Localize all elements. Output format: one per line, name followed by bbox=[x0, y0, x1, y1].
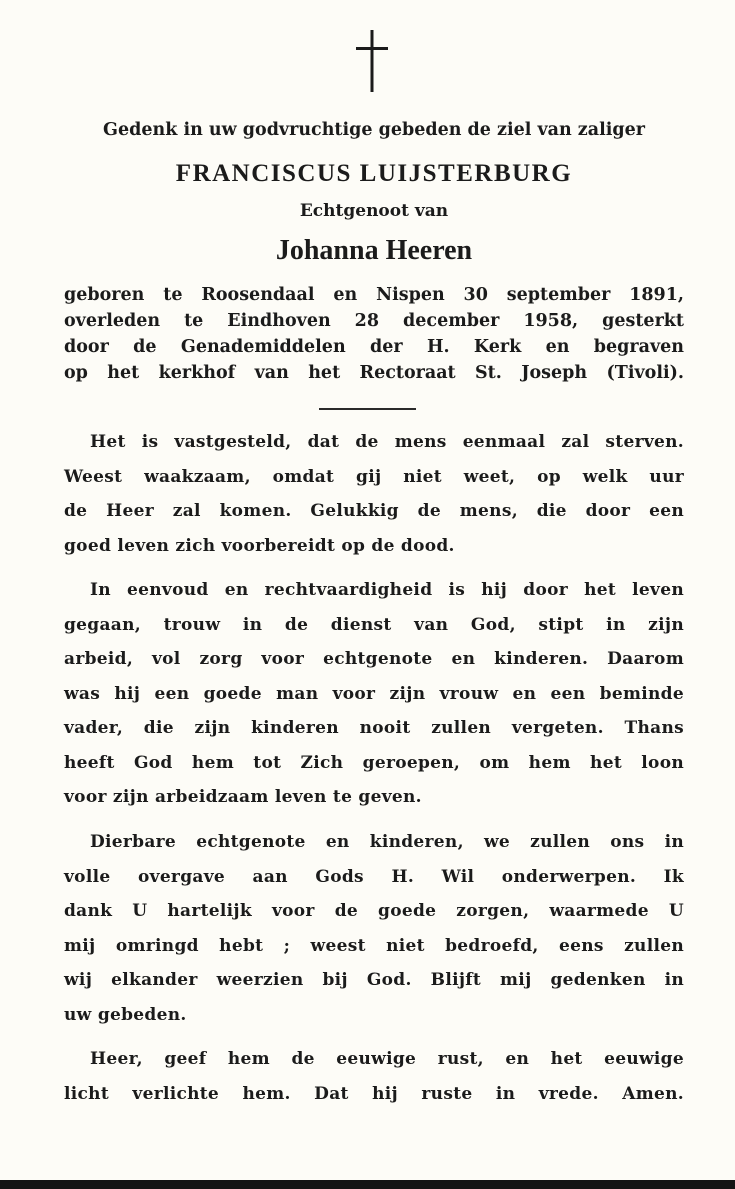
paragraph-line: volle overgave aan Gods H. Wil onderwerpen. Ik bbox=[64, 866, 684, 887]
paragraph-line: vader, die zijn kinderen nooit zullen vergeten. Thans bbox=[64, 718, 684, 738]
bio-line: door de Genademiddelen der H. Kerk en begraven bbox=[64, 337, 684, 357]
paragraph-line: mij omringd hebt ; weest niet bedroefd, eens zullen bbox=[64, 935, 684, 956]
paragraph-line: uw gebeden. bbox=[64, 1004, 187, 1025]
paragraph-line: licht verlichte hem. Dat hij ruste in vrede. Amen. bbox=[64, 1083, 684, 1104]
intro-block bbox=[64, 117, 684, 143]
bio-block bbox=[64, 282, 684, 386]
paragraph-line: dank U hartelijk voor de goede zorgen, waarmede U bbox=[64, 901, 684, 921]
paragraph-line: wij elkander weerzien bij God. Blijft mij gedenken in bbox=[64, 970, 684, 990]
paragraph-line: In eenvoud en rechtvaardigheid is hij door het leven bbox=[90, 580, 684, 600]
paragraph-line: Dierbare echtgenote en kinderen, we zullen ons in bbox=[90, 832, 684, 852]
paragraph-line: de Heer zal komen. Gelukkig de mens, die door een bbox=[64, 501, 684, 521]
bio-line: overleden te Eindhoven 28 december 1958, gesterkt bbox=[64, 311, 684, 331]
paragraph-line: heeft God hem tot Zich geroepen, om hem het loon bbox=[64, 752, 684, 773]
paragraph-line: arbeid, vol zorg voor echtgenote en kinderen. Daarom bbox=[64, 649, 684, 669]
bottom-edge bbox=[0, 1180, 735, 1189]
paragraph-1 bbox=[64, 425, 684, 563]
cross-icon bbox=[352, 30, 392, 92]
bio-line: geboren te Roosendaal en Nispen 30 september 1891, bbox=[64, 285, 684, 305]
divider bbox=[319, 408, 416, 410]
spouse-name: Johanna Heeren bbox=[275, 235, 473, 266]
bio-line: op het kerkhof van het Rectoraat St. Joseph (Tivoli). bbox=[64, 363, 684, 383]
paragraph-line: voor zijn arbeidzaam leven te geven. bbox=[64, 787, 422, 807]
paragraph-line: Heer, geef hem de eeuwige rust, en het eeuwige bbox=[90, 1049, 684, 1069]
paragraph-2 bbox=[64, 573, 684, 815]
intro-text: Gedenk in uw godvruchtige gebeden de ziel van zaliger bbox=[103, 120, 645, 140]
paragraph-line: gegaan, trouw in de dienst van God, stipt in zijn bbox=[64, 614, 684, 635]
spouse-label: Echtgenoot van bbox=[299, 201, 449, 221]
deceased-name: FRANCISCUS LUIJSTERBURG bbox=[175, 160, 573, 187]
paragraph-line: Weest waakzaam, omdat gij niet weet, op welk uur bbox=[64, 466, 684, 487]
paragraph-4 bbox=[64, 1042, 684, 1111]
paragraph-line: goed leven zich voorbereidt op de dood. bbox=[64, 535, 455, 556]
paragraph-line: Het is vastgesteld, dat de mens eenmaal zal sterven. bbox=[90, 432, 684, 452]
paragraph-line: was hij een goede man voor zijn vrouw en een beminde bbox=[64, 683, 684, 704]
paragraph-3 bbox=[64, 825, 684, 1032]
